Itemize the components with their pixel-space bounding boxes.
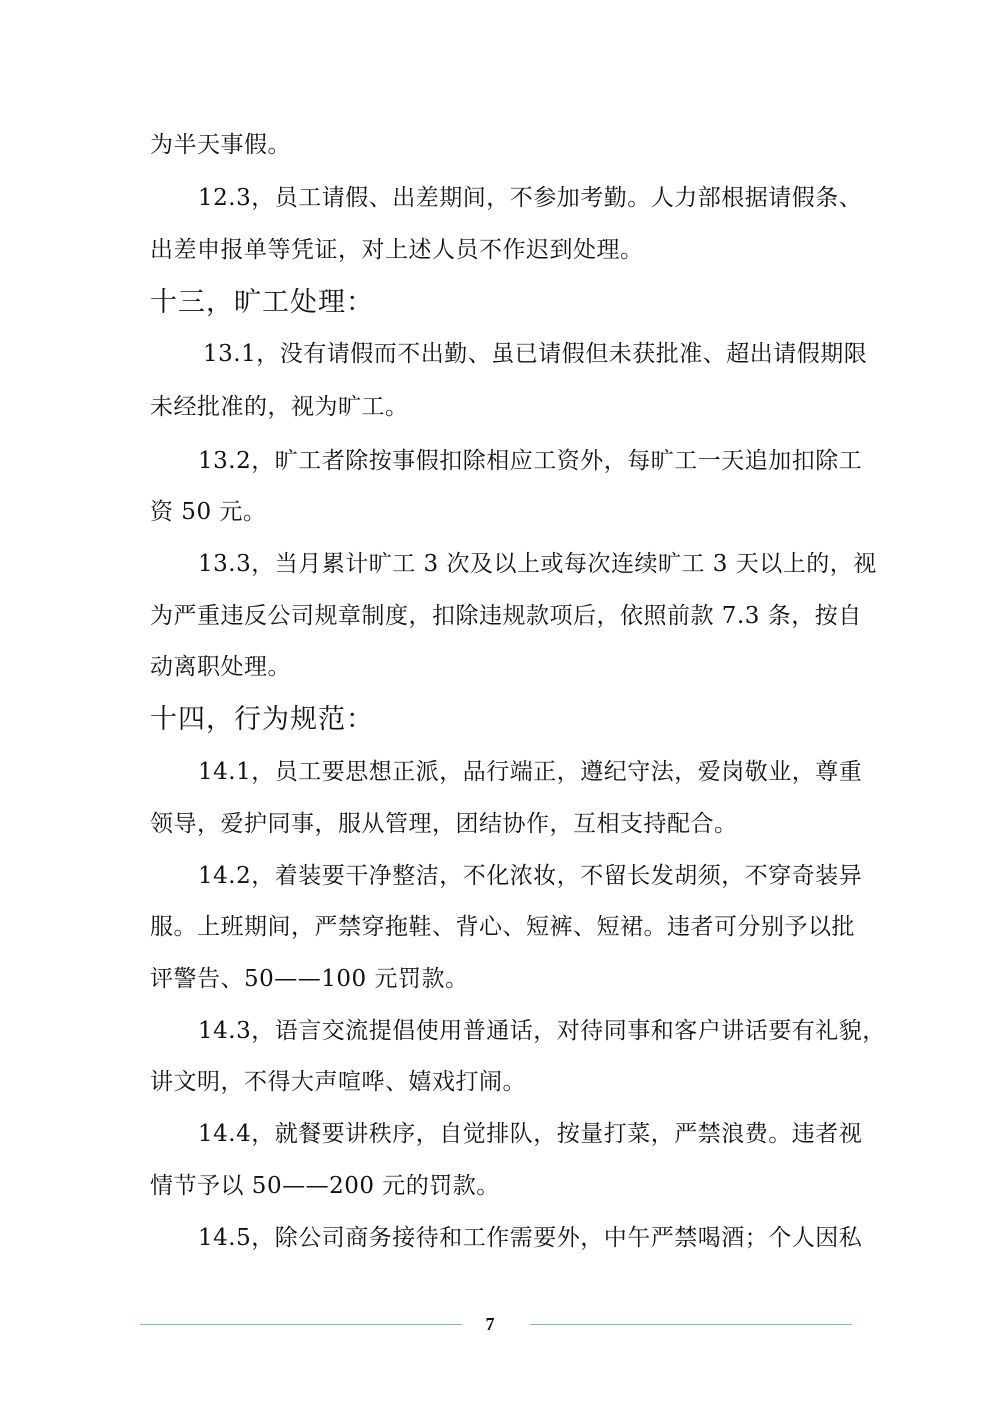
- line-20: 14.5，除公司商务接待和工作需要外，中午严禁喝酒；个人因私: [198, 1225, 863, 1251]
- line-4: 13.1，没有请假而不出勤、虽已请假但未获批准、超出请假期限: [203, 341, 868, 367]
- line-19: 情节予以 50——200 元的罚款。: [150, 1173, 500, 1199]
- line-3: 出差申报单等凭证，对上述人员不作迟到处理。: [150, 237, 644, 263]
- line-15: 评警告、50——100 元罚款。: [150, 966, 469, 992]
- line-14: 服。上班期间，严禁穿拖鞋、背心、短裤、短裙。违者可分别予以批: [150, 914, 855, 940]
- line-18: 14.4，就餐要讲秩序，自觉排队，按量打菜，严禁浪费。违者视: [198, 1121, 863, 1147]
- line-7: 资 50 元。: [150, 499, 267, 525]
- line-17: 讲文明，不得大声喧哗、嬉戏打闹。: [150, 1069, 526, 1095]
- footer-rule-right: [530, 1324, 852, 1325]
- line-11: 14.1，员工要思想正派，品行端正，遵纪守法，爱岗敬业，尊重: [198, 759, 863, 785]
- line-5: 未经批准的，视为旷工。: [150, 394, 409, 420]
- footer-rule-left: [140, 1324, 462, 1325]
- line-12: 领导，爱护同事，服从管理，团结协作，互相支持配合。: [150, 811, 738, 837]
- line-9: 为严重违反公司规章制度，扣除违规款项后，依照前款 7.3 条，按自: [150, 603, 862, 629]
- line-8: 13.3，当月累计旷工 3 次及以上或每次连续旷工 3 天以上的，视: [198, 551, 877, 577]
- line-1: 为半天事假。: [150, 132, 291, 158]
- line-2: 12.3，员工请假、出差期间，不参加考勤。人力部根据请假条、: [198, 185, 863, 211]
- page-number: 7: [485, 1314, 495, 1334]
- line-16: 14.3，语言交流提倡使用普通话，对待同事和客户讲话要有礼貌，: [198, 1018, 886, 1044]
- section-heading-14: 十四，行为规范：: [150, 704, 374, 735]
- section-heading-13: 十三，旷工处理：: [150, 287, 374, 318]
- line-13: 14.2，着装要干净整洁，不化浓妆，不留长发胡须，不穿奇装异: [198, 863, 863, 889]
- line-10: 动离职处理。: [150, 654, 291, 680]
- line-6: 13.2，旷工者除按事假扣除相应工资外，每旷工一天追加扣除工: [198, 448, 863, 474]
